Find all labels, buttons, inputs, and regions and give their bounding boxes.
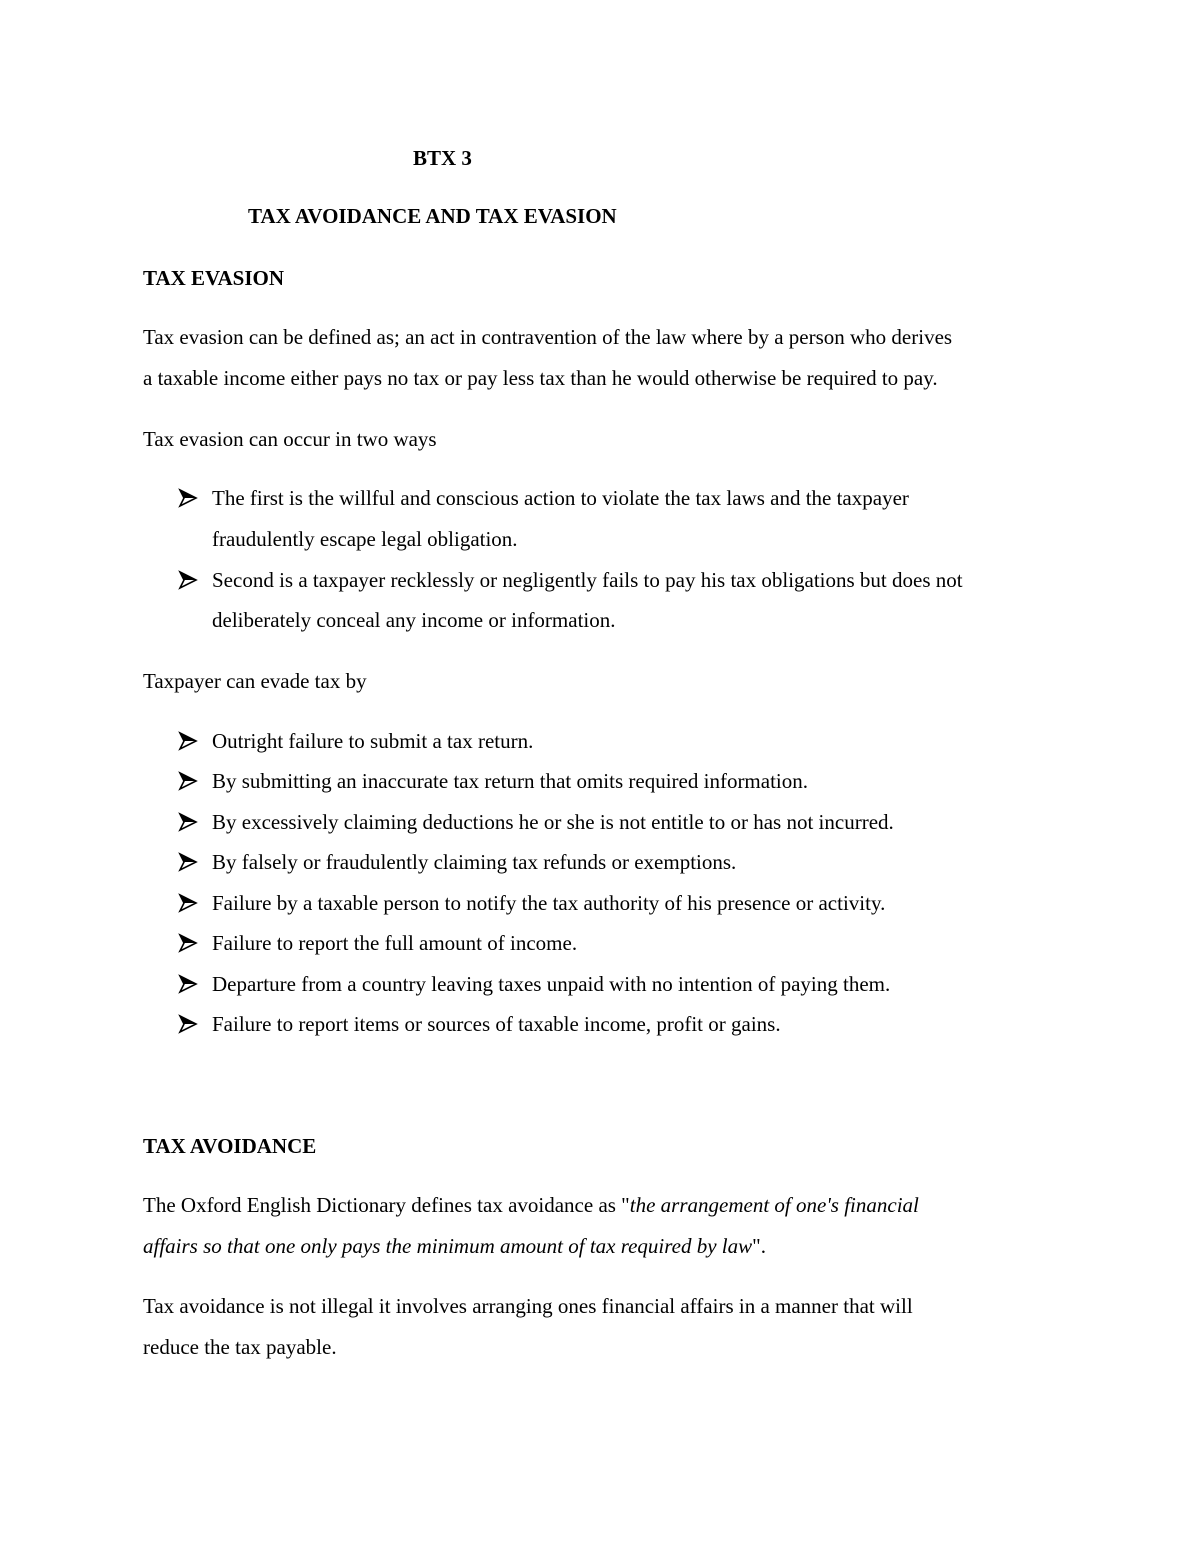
oed-suffix: ". [752, 1234, 766, 1258]
evasion-definition-line-2: a taxable income either pays no tax or pay less tax than he would otherwise be required to pay. [143, 366, 938, 390]
arrowhead-bullet-icon [178, 812, 198, 832]
arrowhead-bullet-icon [178, 731, 198, 751]
section-heading-tax-avoidance: TAX AVOIDANCE [143, 1134, 317, 1158]
arrowhead-bullet-icon [178, 933, 198, 953]
document-title: TAX AVOIDANCE AND TAX EVASION [248, 204, 617, 228]
evasion-ways-intro: Tax evasion can occur in two ways [143, 427, 437, 451]
method-item-6: Failure to report the full amount of income. [212, 931, 578, 955]
arrowhead-bullet-icon [178, 570, 198, 590]
way-item-2-line-1: Second is a taxpayer recklessly or negligently fails to pay his tax obligations but does not [212, 568, 963, 592]
arrowhead-bullet-icon [178, 893, 198, 913]
arrowhead-bullet-icon [178, 1014, 198, 1034]
method-item-7: Departure from a country leaving taxes unpaid with no intention of paying them. [212, 972, 891, 996]
course-code: BTX 3 [413, 146, 472, 170]
oed-quote-part-1: the arrangement of one's financial [629, 1193, 919, 1217]
method-item-5: Failure by a taxable person to notify the tax authority of his presence or activity. [212, 891, 886, 915]
oed-prefix: The Oxford English Dictionary defines tax avoidance as " [143, 1193, 630, 1217]
way-item-2-line-2: deliberately conceal any income or information. [212, 608, 616, 632]
arrowhead-bullet-icon [178, 771, 198, 791]
way-item-1-line-1: The first is the willful and conscious action to violate the tax laws and the taxpayer [212, 486, 909, 510]
oed-definition-line-2 [143, 1236, 766, 1257]
method-item-3: By excessively claiming deductions he or she is not entitle to or has not incurred. [212, 810, 894, 834]
method-item-4: By falsely or fraudulently claiming tax refunds or exemptions. [212, 850, 737, 874]
evasion-definition-line-1: Tax evasion can be defined as; an act in contravention of the law where by a person who derives [143, 325, 953, 349]
method-item-8: Failure to report items or sources of taxable income, profit or gains. [212, 1012, 781, 1036]
method-item-2: By submitting an inaccurate tax return that omits required information. [212, 769, 809, 793]
section-heading-tax-evasion: TAX EVASION [143, 266, 285, 290]
arrowhead-bullet-icon [178, 852, 198, 872]
arrowhead-bullet-icon [178, 488, 198, 508]
avoidance-legal-line-2: reduce the tax payable. [143, 1335, 337, 1359]
arrowhead-bullet-icon [178, 974, 198, 994]
evasion-methods-intro: Taxpayer can evade tax by [143, 669, 367, 693]
oed-definition-line-1 [143, 1195, 919, 1216]
oed-quote-part-2: affairs so that one only pays the minimum amount of tax required by law [143, 1234, 753, 1258]
avoidance-legal-line-1: Tax avoidance is not illegal it involves arranging ones financial affairs in a manner that will [143, 1294, 913, 1318]
method-item-1: Outright failure to submit a tax return. [212, 729, 534, 753]
way-item-1-line-2: fraudulently escape legal obligation. [212, 527, 518, 551]
